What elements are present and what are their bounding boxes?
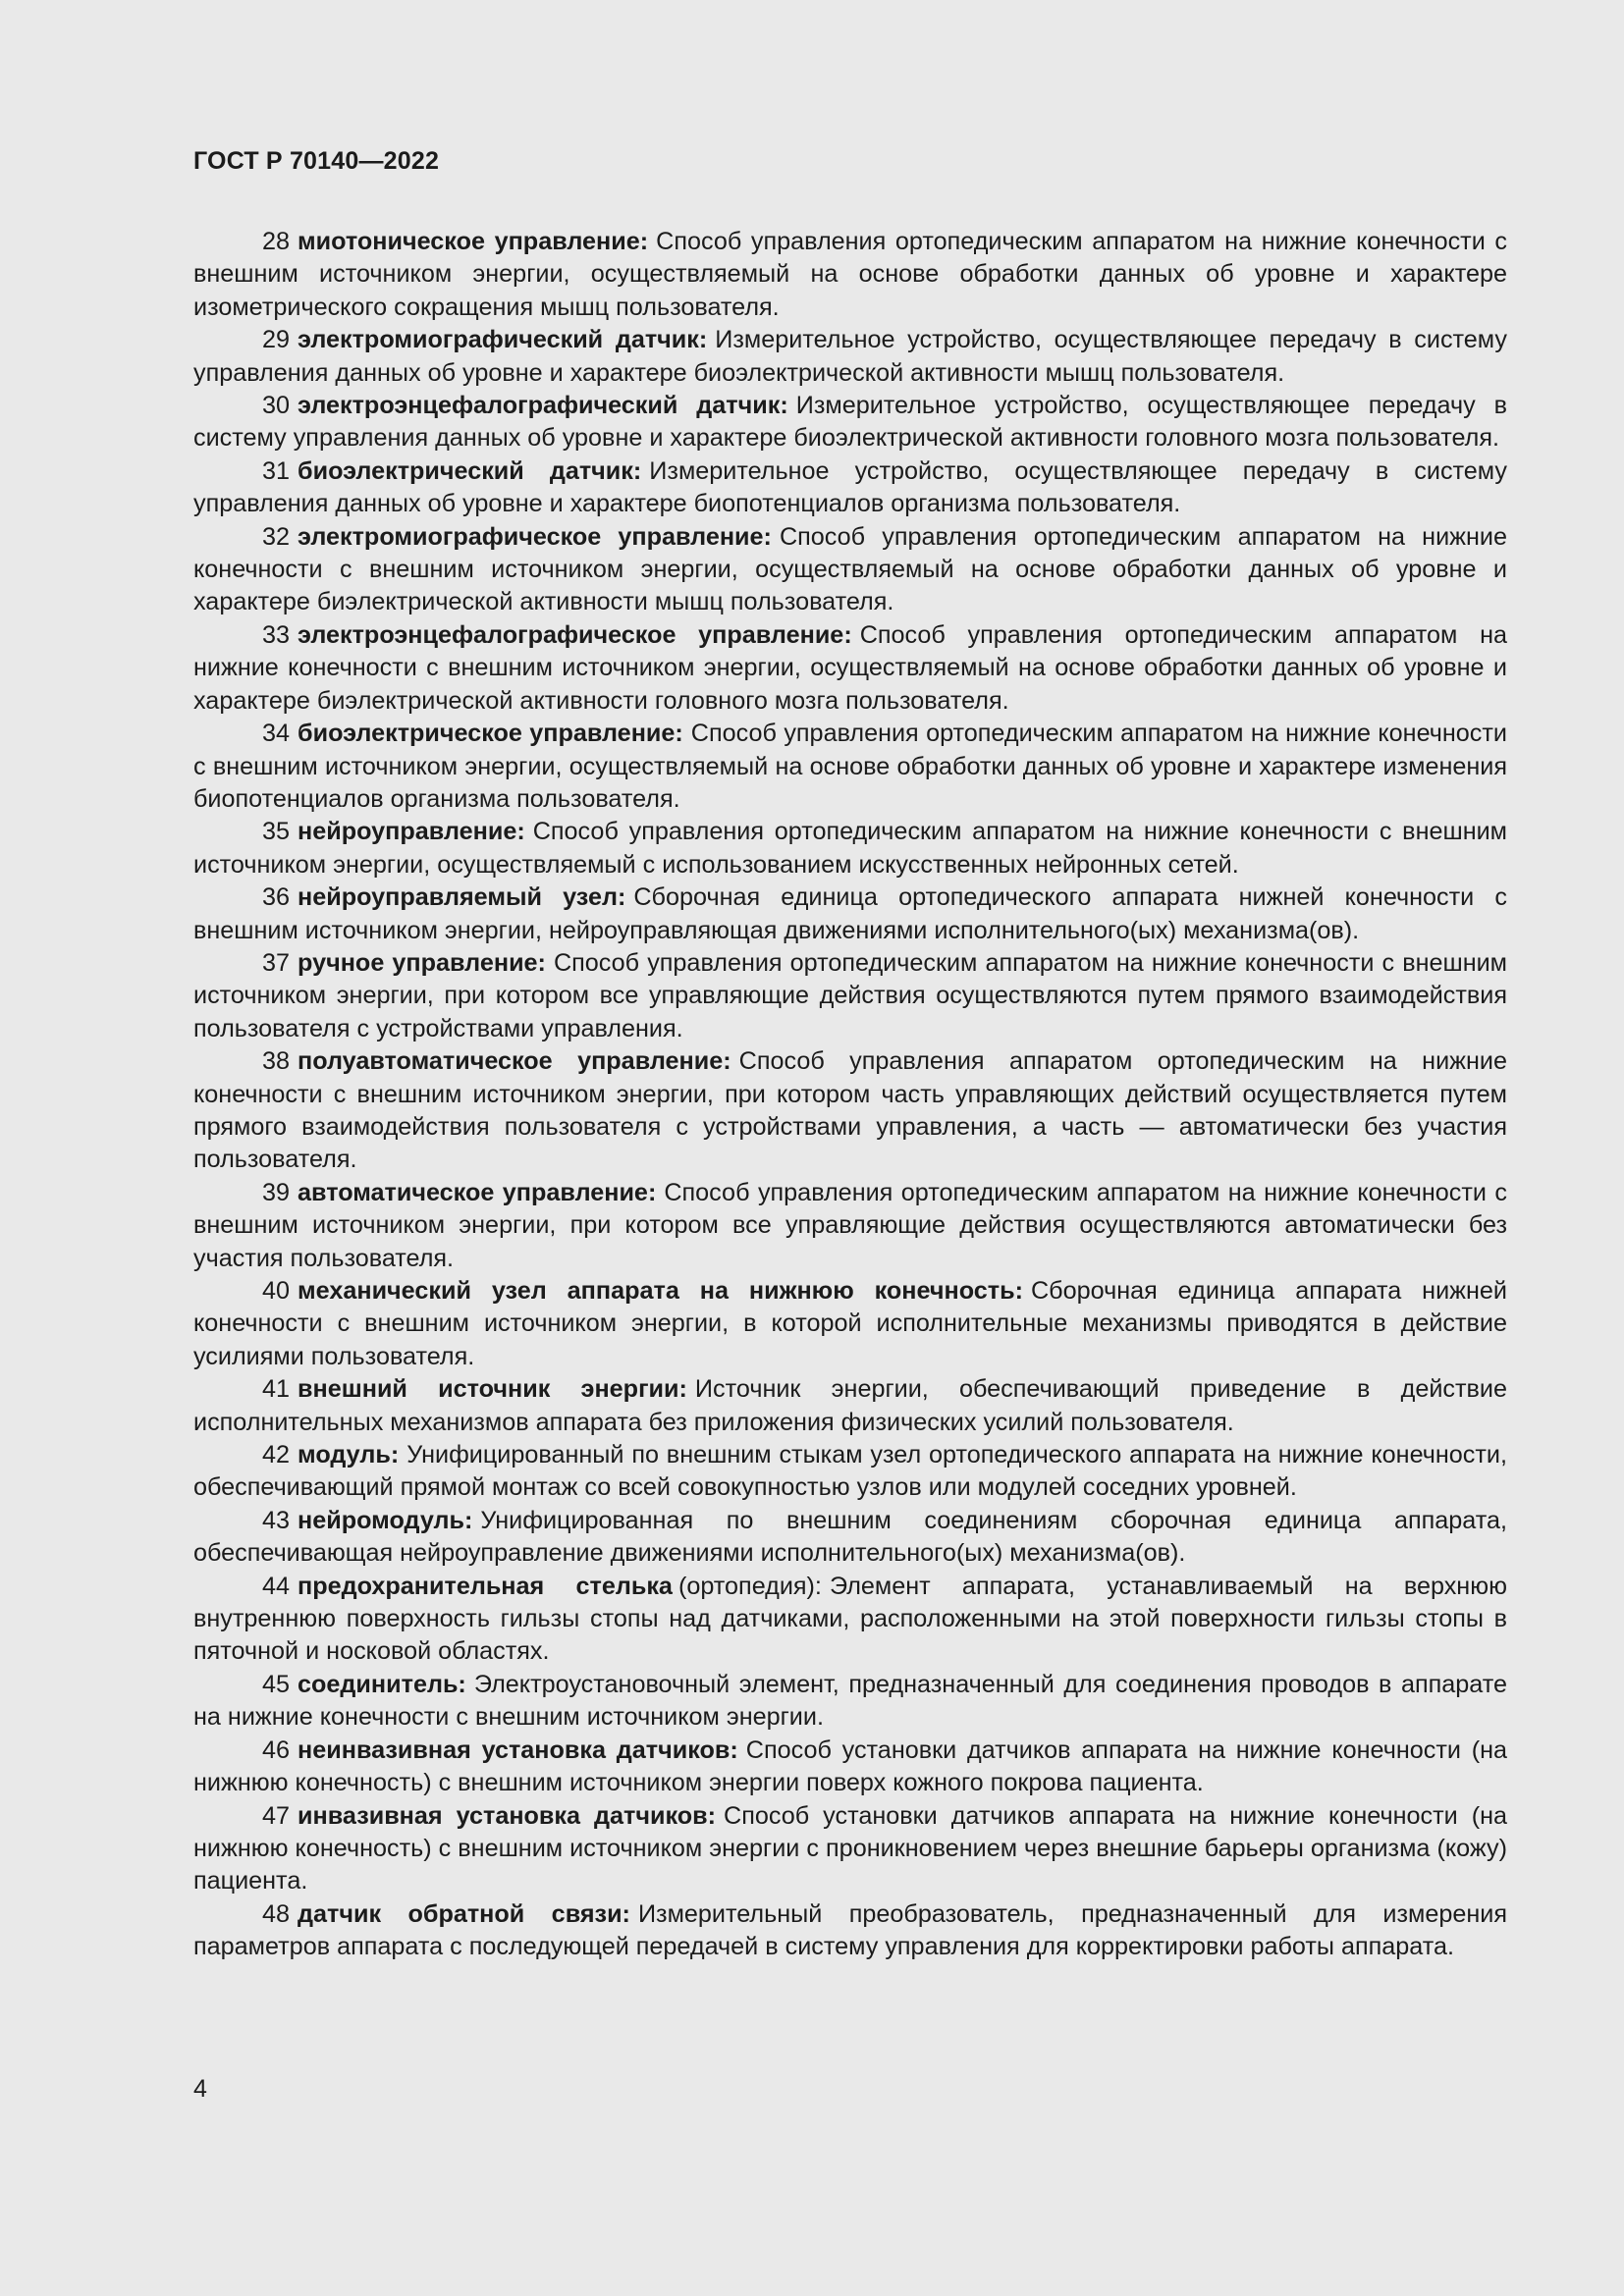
term-entry-38 bbox=[193, 1045, 1507, 1177]
term-entry-29 bbox=[193, 324, 1507, 390]
term-entry-45 bbox=[193, 1669, 1507, 1735]
entry-number: 33 bbox=[262, 620, 291, 649]
term-name: автоматическое управление: bbox=[298, 1178, 657, 1206]
entry-number: 30 bbox=[262, 392, 291, 420]
term-entry-33 bbox=[193, 619, 1507, 718]
term-entry-31 bbox=[193, 455, 1507, 521]
entry-number: 45 bbox=[262, 1670, 291, 1698]
term-definition: Способ управления ортопедическим аппаратом на нижние конечности с внешним источником энергии, осуществляемый на основе обработки данных об уровне и характере изменения биопотенциалов организма пользователя. bbox=[193, 720, 1507, 813]
entry-number: 42 bbox=[262, 1441, 291, 1469]
term-name: нейромодуль: bbox=[298, 1506, 473, 1534]
term-entry-47 bbox=[193, 1800, 1507, 1898]
term-definition: Электроустановочный элемент, предназначенный для соединения проводов в аппарате на нижние конечности с внешним источником энергии. bbox=[193, 1670, 1507, 1732]
entry-number: 48 bbox=[262, 1899, 291, 1928]
term-definition: Способ управления ортопедическим аппаратом на нижние конечности с внешним источником энергии, при котором все управляющие действия осуществляются автоматически без участия пользователя. bbox=[193, 1178, 1508, 1272]
term-definition: Способ управления ортопедическим аппаратом на нижние конечности с внешним источником энергии, осуществляемый с использованием искусственных нейронных сетей. bbox=[193, 818, 1507, 879]
term-name: датчик обратной связи: bbox=[298, 1899, 630, 1928]
term-entry-46 bbox=[193, 1735, 1507, 1800]
term-name: неинвазивная установка датчиков: bbox=[298, 1735, 738, 1764]
term-entry-48 bbox=[193, 1898, 1507, 1964]
term-name: электроэнцефалографическое управление: bbox=[298, 620, 852, 649]
term-name: модуль: bbox=[298, 1441, 400, 1469]
term-entry-42 bbox=[193, 1439, 1507, 1505]
term-name: нейроуправление: bbox=[298, 818, 525, 846]
entry-number: 41 bbox=[262, 1375, 291, 1404]
term-name: биоэлектрическое управление: bbox=[298, 720, 683, 748]
term-definition: Способ управления ортопедическим аппаратом на нижние конечности с внешним источником энергии, осуществляемый на основе обработки данных об уровне и характере биэлектрической активности головного мозга пользователя. bbox=[193, 620, 1507, 715]
term-name: предохранительная стелька bbox=[298, 1572, 673, 1600]
term-entry-35 bbox=[193, 816, 1507, 881]
term-domain-note: (ортопедия): bbox=[677, 1572, 822, 1600]
term-entry-41 bbox=[193, 1373, 1507, 1439]
term-definition: Способ управления ортопедическим аппаратом на нижние конечности с внешним источником энергии, осуществляемый на основе обработки данных об уровне и характере изометрического сокращения мышц пользователя. bbox=[193, 228, 1508, 321]
term-name: соединитель: bbox=[298, 1670, 466, 1698]
document-header: ГОСТ Р 70140—2022 bbox=[193, 147, 440, 175]
term-name: нейроуправляемый узел: bbox=[298, 883, 626, 912]
term-definition: Измерительное устройство, осуществляющее передачу в систему управления данных об уровне и характере биопотенциалов организма пользователя. bbox=[193, 456, 1507, 518]
term-definition: Элемент аппарата, устанавливаемый на верхнюю внутреннюю поверхность гильзы стопы над датчиками, расположенными на этой поверхности гильзы стопы в пяточной и носковой областях. bbox=[193, 1572, 1507, 1666]
term-name: инвазивная установка датчиков: bbox=[298, 1801, 717, 1830]
term-entry-40 bbox=[193, 1275, 1507, 1373]
term-name: электромиографический датчик: bbox=[298, 326, 708, 354]
term-definition: Источник энергии, обеспечивающий приведение в действие исполнительных механизмов аппарата без приложения физических усилий пользователя. bbox=[193, 1375, 1508, 1436]
entry-number: 35 bbox=[262, 818, 291, 846]
term-entry-44 bbox=[193, 1571, 1507, 1669]
term-entry-34 bbox=[193, 718, 1507, 816]
term-name: полуавтоматическое управление: bbox=[298, 1047, 731, 1076]
term-entry-32 bbox=[193, 521, 1507, 619]
term-definition: Измерительное устройство, осуществляющее передачу в систему управления данных об уровне и характере биоэлектрической активности головного мозга пользователя. bbox=[193, 392, 1508, 453]
entry-number: 34 bbox=[262, 720, 291, 748]
term-entry-39 bbox=[193, 1177, 1507, 1275]
entry-number: 47 bbox=[262, 1801, 291, 1830]
entry-number: 40 bbox=[262, 1277, 291, 1305]
term-definition: Способ установки датчиков аппарата на нижние конечности (на нижнюю конечность) с внешним источником энергии поверх кожного покрова пациента. bbox=[193, 1735, 1508, 1797]
term-name: миотоническое управление: bbox=[298, 228, 649, 255]
term-definition: Измерительное устройство, осуществляющее передачу в систему управления данных об уровне и характере биоэлектрической активности мышц пользователя. bbox=[193, 326, 1507, 387]
entry-number: 37 bbox=[262, 948, 291, 977]
term-definition: Сборочная единица ортопедического аппарата нижней конечности с внешним источником энергии, нейроуправляющая движениями исполнительного(ых) механизма(ов). bbox=[193, 883, 1507, 944]
term-definition: Сборочная единица аппарата нижней конечности с внешним источником энергии, в которой исполнительные механизмы приводятся в действие усилиями пользователя. bbox=[193, 1277, 1507, 1370]
entry-number: 28 bbox=[262, 228, 291, 255]
term-entry-36 bbox=[193, 881, 1507, 947]
entry-number: 39 bbox=[262, 1178, 291, 1206]
entry-number: 43 bbox=[262, 1506, 291, 1534]
term-definition: Способ управления ортопедическим аппаратом на нижние конечности с внешним источником энергии, при котором все управляющие действия осуществляются путем прямого взаимодействия пользователя с устройствами управления. bbox=[193, 948, 1507, 1042]
term-name: механический узел аппарата на нижнюю конечность: bbox=[298, 1277, 1023, 1305]
term-definition: Унифицированная по внешним соединениям сборочная единица аппарата, обеспечивающая нейроуправление движениями исполнительного(ых) механизма(ов). bbox=[193, 1506, 1507, 1568]
term-entry-43 bbox=[193, 1505, 1507, 1571]
term-name: электромиографическое управление: bbox=[298, 522, 772, 551]
term-name: биоэлектрический датчик: bbox=[298, 456, 642, 485]
term-definition: Способ управления аппаратом ортопедическим на нижние конечности с внешним источником энергии, при котором часть управляющих действий осуществляется путем прямого взаимодействия пользователя с устройствами управления, а часть — автоматически без участия пользователя. bbox=[193, 1047, 1508, 1174]
entry-number: 44 bbox=[262, 1572, 291, 1600]
term-name: внешний источник энергии: bbox=[298, 1375, 687, 1404]
page-number: 4 bbox=[193, 2075, 207, 2103]
term-name: электроэнцефалографический датчик: bbox=[298, 392, 788, 420]
term-entry-30 bbox=[193, 390, 1507, 455]
term-entry-28 bbox=[193, 226, 1507, 324]
terms-list bbox=[193, 226, 1507, 1964]
term-definition: Унифицированный по внешним стыкам узел ортопедического аппарата на нижние конечности, обеспечивающий прямой монтаж со всей совокупностью узлов или модулей соседних уровней. bbox=[193, 1441, 1507, 1502]
entry-number: 38 bbox=[262, 1047, 291, 1076]
entry-number: 36 bbox=[262, 883, 291, 912]
entry-number: 29 bbox=[262, 326, 291, 354]
term-entry-37 bbox=[193, 947, 1507, 1045]
term-definition: Способ установки датчиков аппарата на нижние конечности (на нижнюю конечность) с внешним источником энергии с проникновением через внешние барьеры организма (кожу) пациента. bbox=[193, 1801, 1507, 1896]
entry-number: 46 bbox=[262, 1735, 291, 1764]
term-name: ручное управление: bbox=[298, 948, 546, 977]
entry-number: 32 bbox=[262, 522, 291, 551]
term-definition: Измерительный преобразователь, предназначенный для измерения параметров аппарата с последующей передачей в систему управления для корректировки работы аппарата. bbox=[193, 1899, 1507, 1961]
term-definition: Способ управления ортопедическим аппаратом на нижние конечности с внешним источником энергии, осуществляемый на основе обработки данных об уровне и характере биэлектрической активности мышц пользователя. bbox=[193, 522, 1508, 616]
entry-number: 31 bbox=[262, 456, 291, 485]
